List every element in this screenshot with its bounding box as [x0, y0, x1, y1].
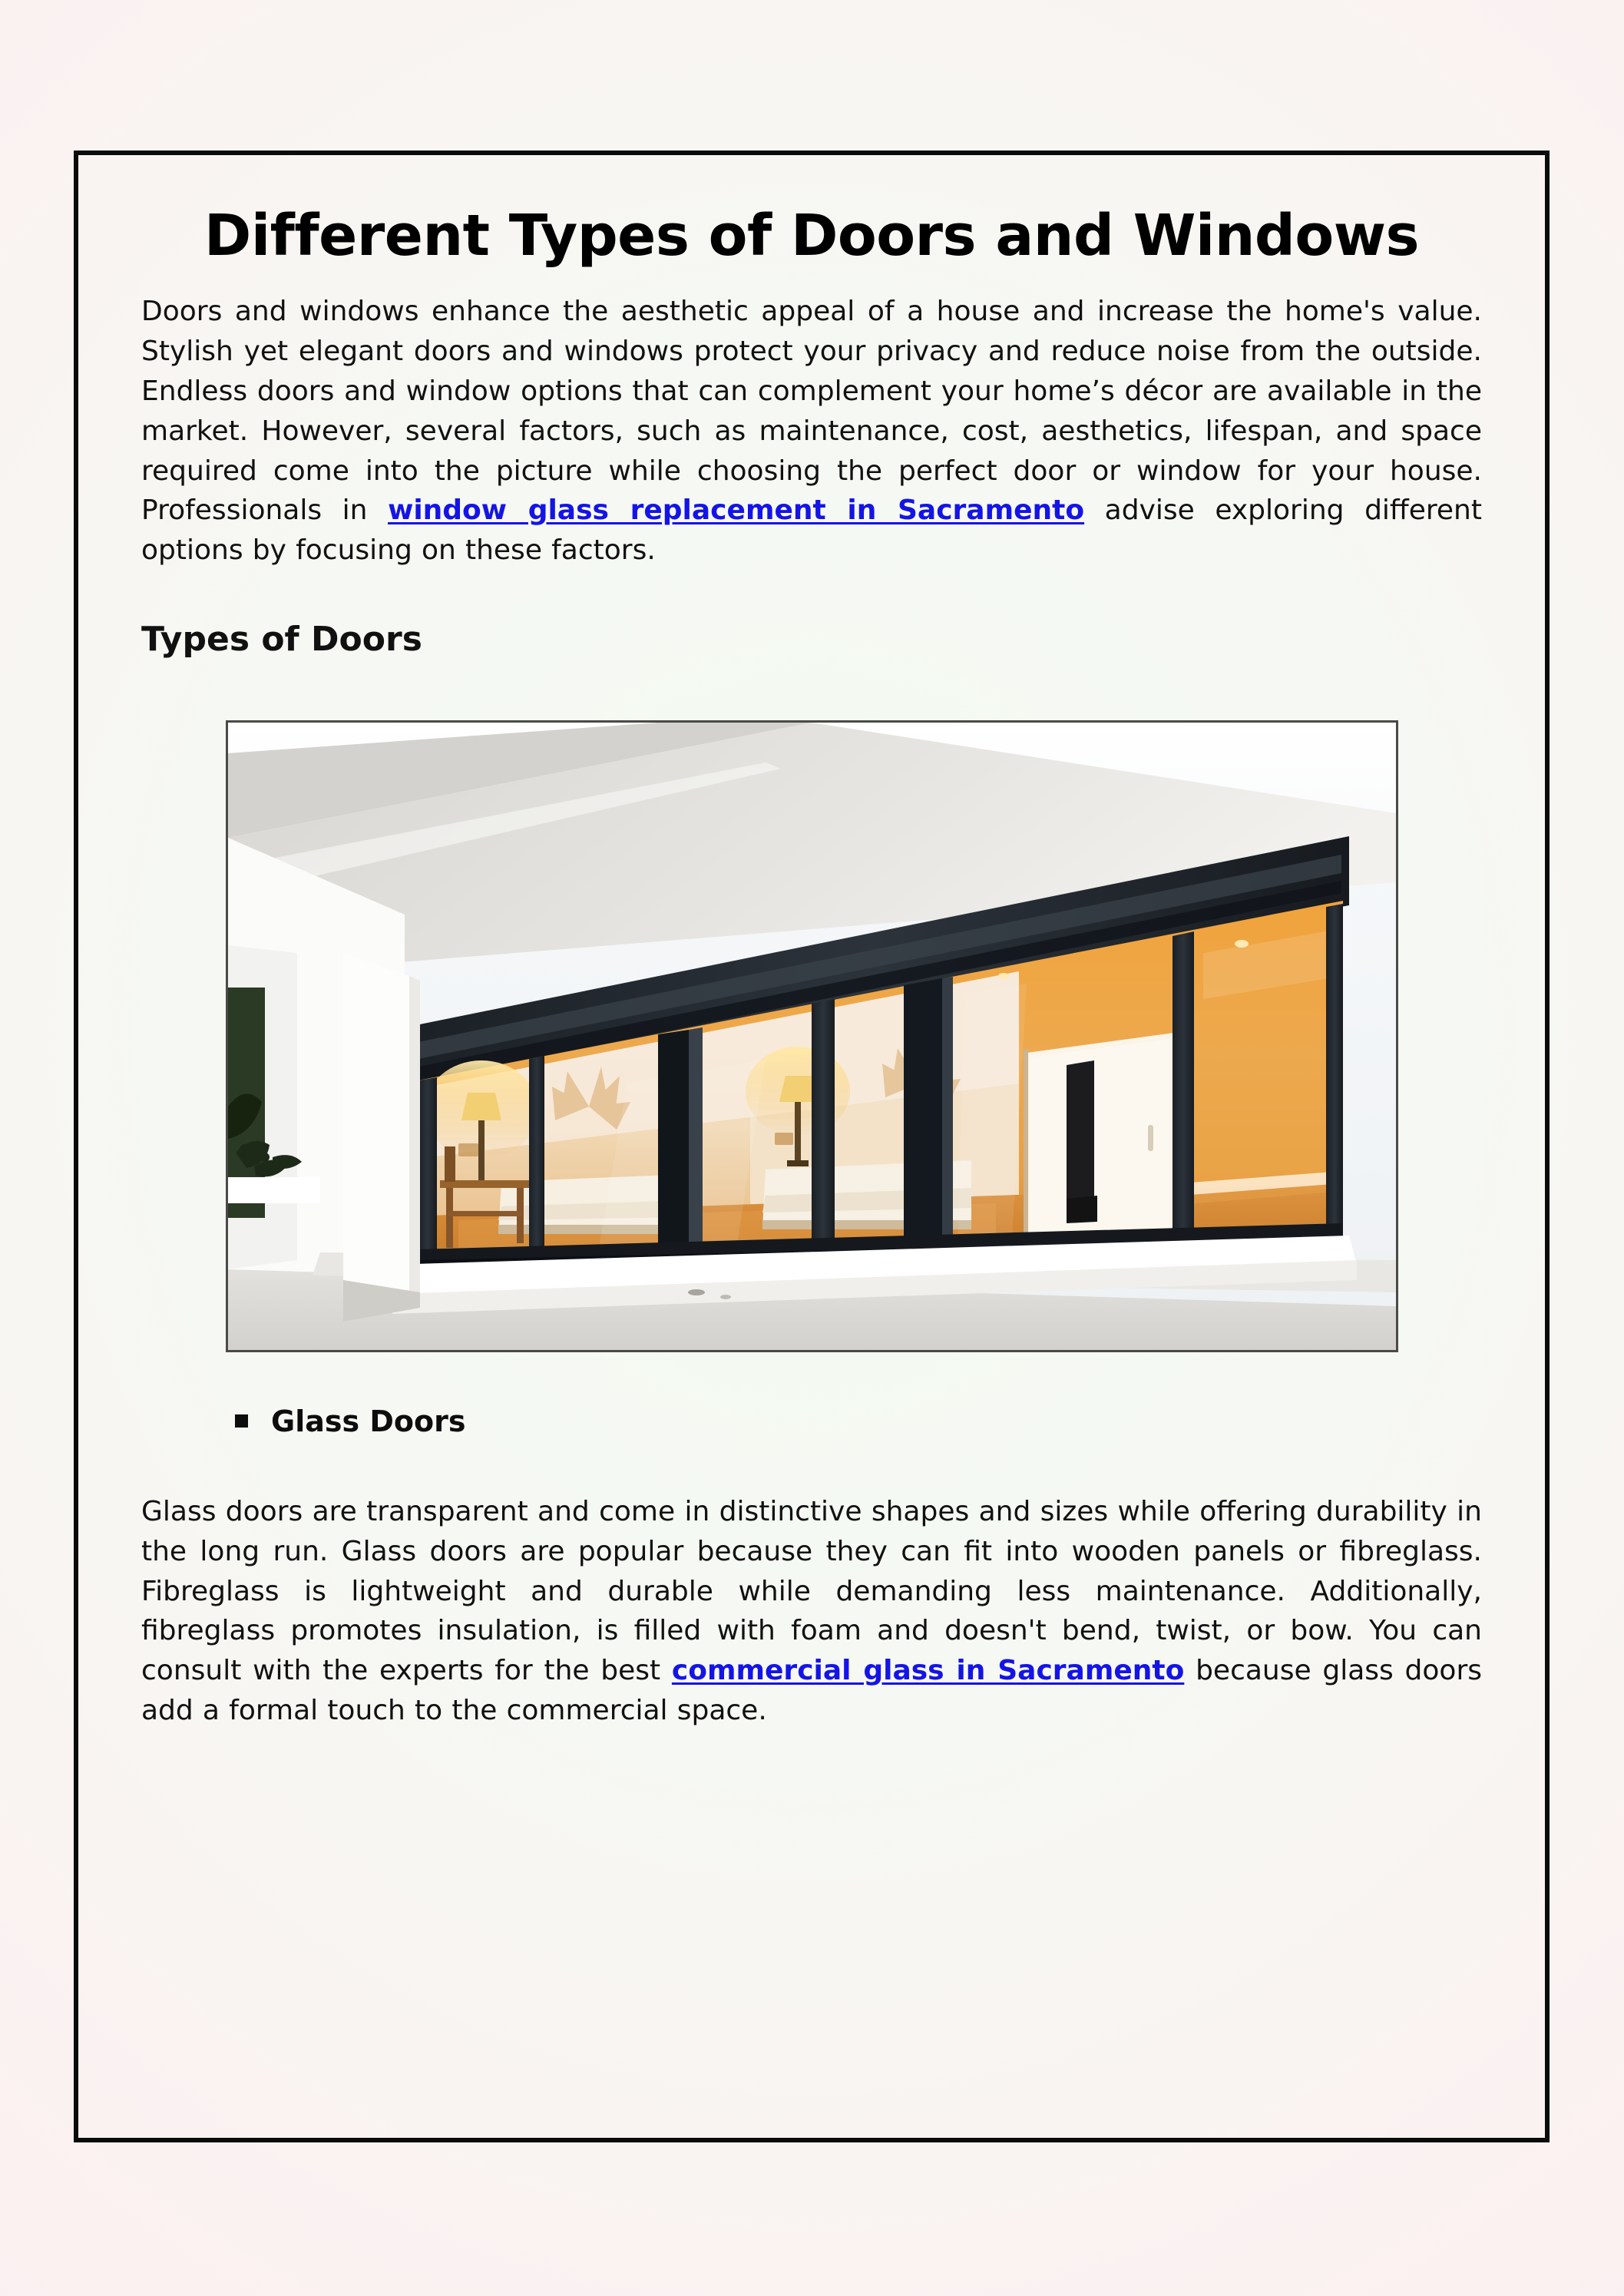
list-item-label: Glass Doors: [271, 1404, 466, 1438]
glass-doors-text-part-2: because glass doors add a formal touch to the commercial space.: [141, 1655, 1483, 1726]
document-page: [74, 151, 1550, 2142]
square-bullet-icon: [235, 1414, 248, 1428]
intro-text-part-2: advise exploring different options by focusing on these factors.: [141, 495, 1482, 567]
section-heading-types-of-doors: Types of Doors: [141, 620, 422, 660]
commercial-glass-link[interactable]: commercial glass in Sacramento: [671, 1655, 1185, 1687]
doors-type-list: [141, 1404, 1482, 1438]
glass-doors-paragraph: [141, 1492, 1482, 1731]
figure-block: [141, 720, 1482, 1352]
document-content: [78, 155, 1545, 2138]
window-glass-replacement-link[interactable]: window glass replacement in Sacramento: [388, 495, 1085, 527]
list-item: [141, 1404, 1482, 1438]
intro-text-part-1: Doors and windows enhance the aesthetic appeal of a house and increase the home's value. Stylish yet elegant doors and windows protect your privacy and reduce noise from the outside. Endless doors and window options that can complement your home’s décor are available in the market. However, several factors, such as maintenance, cost, aesthetics, lifespan, and space required come into the picture while choosing the perfect door or window for your house. Professionals in: [141, 296, 1482, 527]
intro-paragraph: [141, 292, 1482, 571]
sliding-glass-doors-photo: [226, 720, 1398, 1352]
page-title: Different Types of Doors and Windows: [203, 203, 1420, 269]
glass-doors-text-part-1: Glass doors are transparent and come in distinctive shapes and sizes while offering durability in the long run. Glass doors are popular because they can fit into wooden panels or fibreglass. Fibreglass is lightweight and durable while demanding less maintenance. Additionally, fibreglass promotes insulation, is filled with foam and doesn't bend, twist, or bow. You can consult with the experts for the best: [141, 1495, 1482, 1687]
